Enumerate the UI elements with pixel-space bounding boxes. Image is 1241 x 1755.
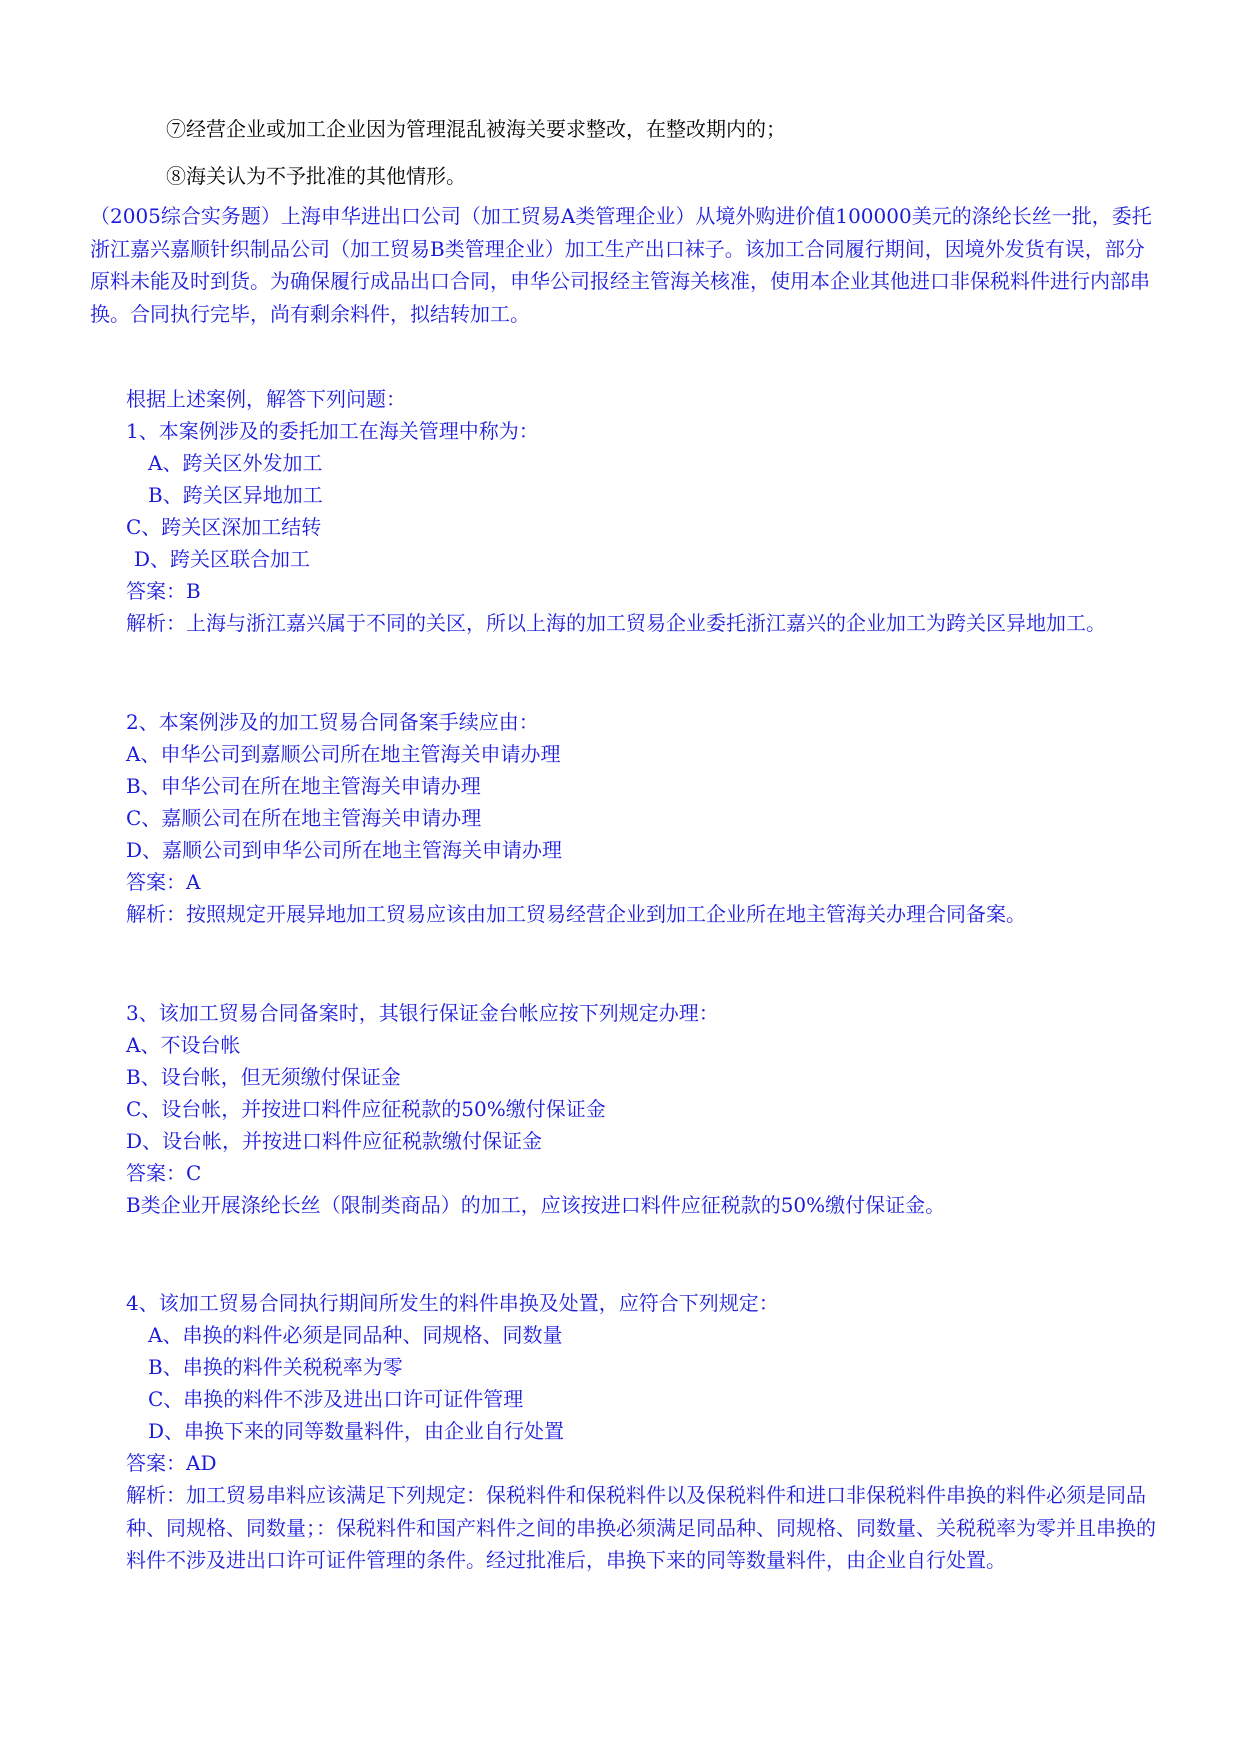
q4-answer: 答案：AD: [126, 1451, 217, 1475]
q4-option-a: A、串换的料件必须是同品种、同规格、同数量: [148, 1323, 563, 1347]
q2-question: 2、本案例涉及的加工贸易合同备案手续应由：: [126, 710, 539, 734]
case-text: （2005综合实务题）上海申华进出口公司（加工贸易A类管理企业）从境外购进价值100000美元的涤纶长丝一批，委托浙江嘉兴嘉顺针织制品公司（加工贸易B类管理企业）加工生产出口袜子。该加工合同履行期间，因境外发货有误，部分原料未能及时到货。为确保履行成品出口合同，申华公司报经主管海关核准，使用本企业其他进口非保税料件进行内部串换。合同执行完毕，尚有剩余料件，拟结转加工。: [90, 204, 1152, 326]
lead-text: 根据上述案例，解答下列问题：: [126, 387, 406, 411]
q1-question: 1、本案例涉及的委托加工在海关管理中称为：: [126, 419, 539, 443]
q3-option-d: D、设台帐，并按进口料件应征税款缴付保证金: [126, 1129, 543, 1153]
q4-option-d: D、串换下来的同等数量料件，由企业自行处置: [148, 1419, 565, 1443]
q3-answer: 答案：C: [126, 1161, 202, 1185]
q2-option-d: D、嘉顺公司到申华公司所在地主管海关申请办理: [126, 838, 563, 862]
intro-item-7: ⑦经营企业或加工企业因为管理混乱被海关要求整改，在整改期内的；: [166, 117, 786, 141]
q1-analysis: 解析：上海与浙江嘉兴属于不同的关区，所以上海的加工贸易企业委托浙江嘉兴的企业加工为跨关区异地加工。: [126, 611, 1106, 635]
q2-answer: 答案：A: [126, 870, 201, 894]
q1-answer: 答案：B: [126, 579, 201, 603]
q3-option-b: B、设台帐，但无须缴付保证金: [126, 1065, 401, 1089]
q3-analysis: B类企业开展涤纶长丝（限制类商品）的加工，应该按进口料件应征税款的50%缴付保证金。: [126, 1193, 946, 1217]
q2-option-b: B、申华公司在所在地主管海关申请办理: [126, 774, 481, 798]
intro-item-8: ⑧海关认为不予批准的其他情形。: [166, 164, 466, 188]
q4-option-b: B、串换的料件关税税率为零: [148, 1355, 403, 1379]
q2-analysis: 解析：按照规定开展异地加工贸易应该由加工贸易经营企业到加工企业所在地主管海关办理合同备案。: [126, 902, 1026, 926]
q2-option-c: C、嘉顺公司在所在地主管海关申请办理: [126, 806, 482, 830]
q1-option-b: B、跨关区异地加工: [148, 483, 323, 507]
q3-option-a: A、不设台帐: [126, 1033, 241, 1057]
q2-option-a: A、申华公司到嘉顺公司所在地主管海关申请办理: [126, 742, 561, 766]
q3-question: 3、该加工贸易合同备案时，其银行保证金台帐应按下列规定办理：: [126, 1001, 719, 1025]
q3-option-c: C、设台帐，并按进口料件应征税款的50%缴付保证金: [126, 1097, 606, 1121]
q1-option-c: C、跨关区深加工结转: [126, 515, 322, 539]
q1-option-d: D、跨关区联合加工: [134, 547, 311, 571]
q1-option-a: A、跨关区外发加工: [148, 451, 323, 475]
q4-analysis: 解析：加工贸易串料应该满足下列规定：保税料件和保税料件以及保税料件和进口非保税料件串换的料件必须是同品种、同规格、同数量；：保税料件和国产料件之间的串换必须满足同品种、同规格、同数量、关税税率为零并且串换的料件不涉及进出口许可证件管理的条件。经过批准后，串换下来的同等数量料件，由企业自行处置。: [126, 1483, 1156, 1572]
q4-option-c: C、串换的料件不涉及进出口许可证件管理: [148, 1387, 524, 1411]
q4-question: 4、该加工贸易合同执行期间所发生的料件串换及处置，应符合下列规定：: [126, 1291, 779, 1315]
